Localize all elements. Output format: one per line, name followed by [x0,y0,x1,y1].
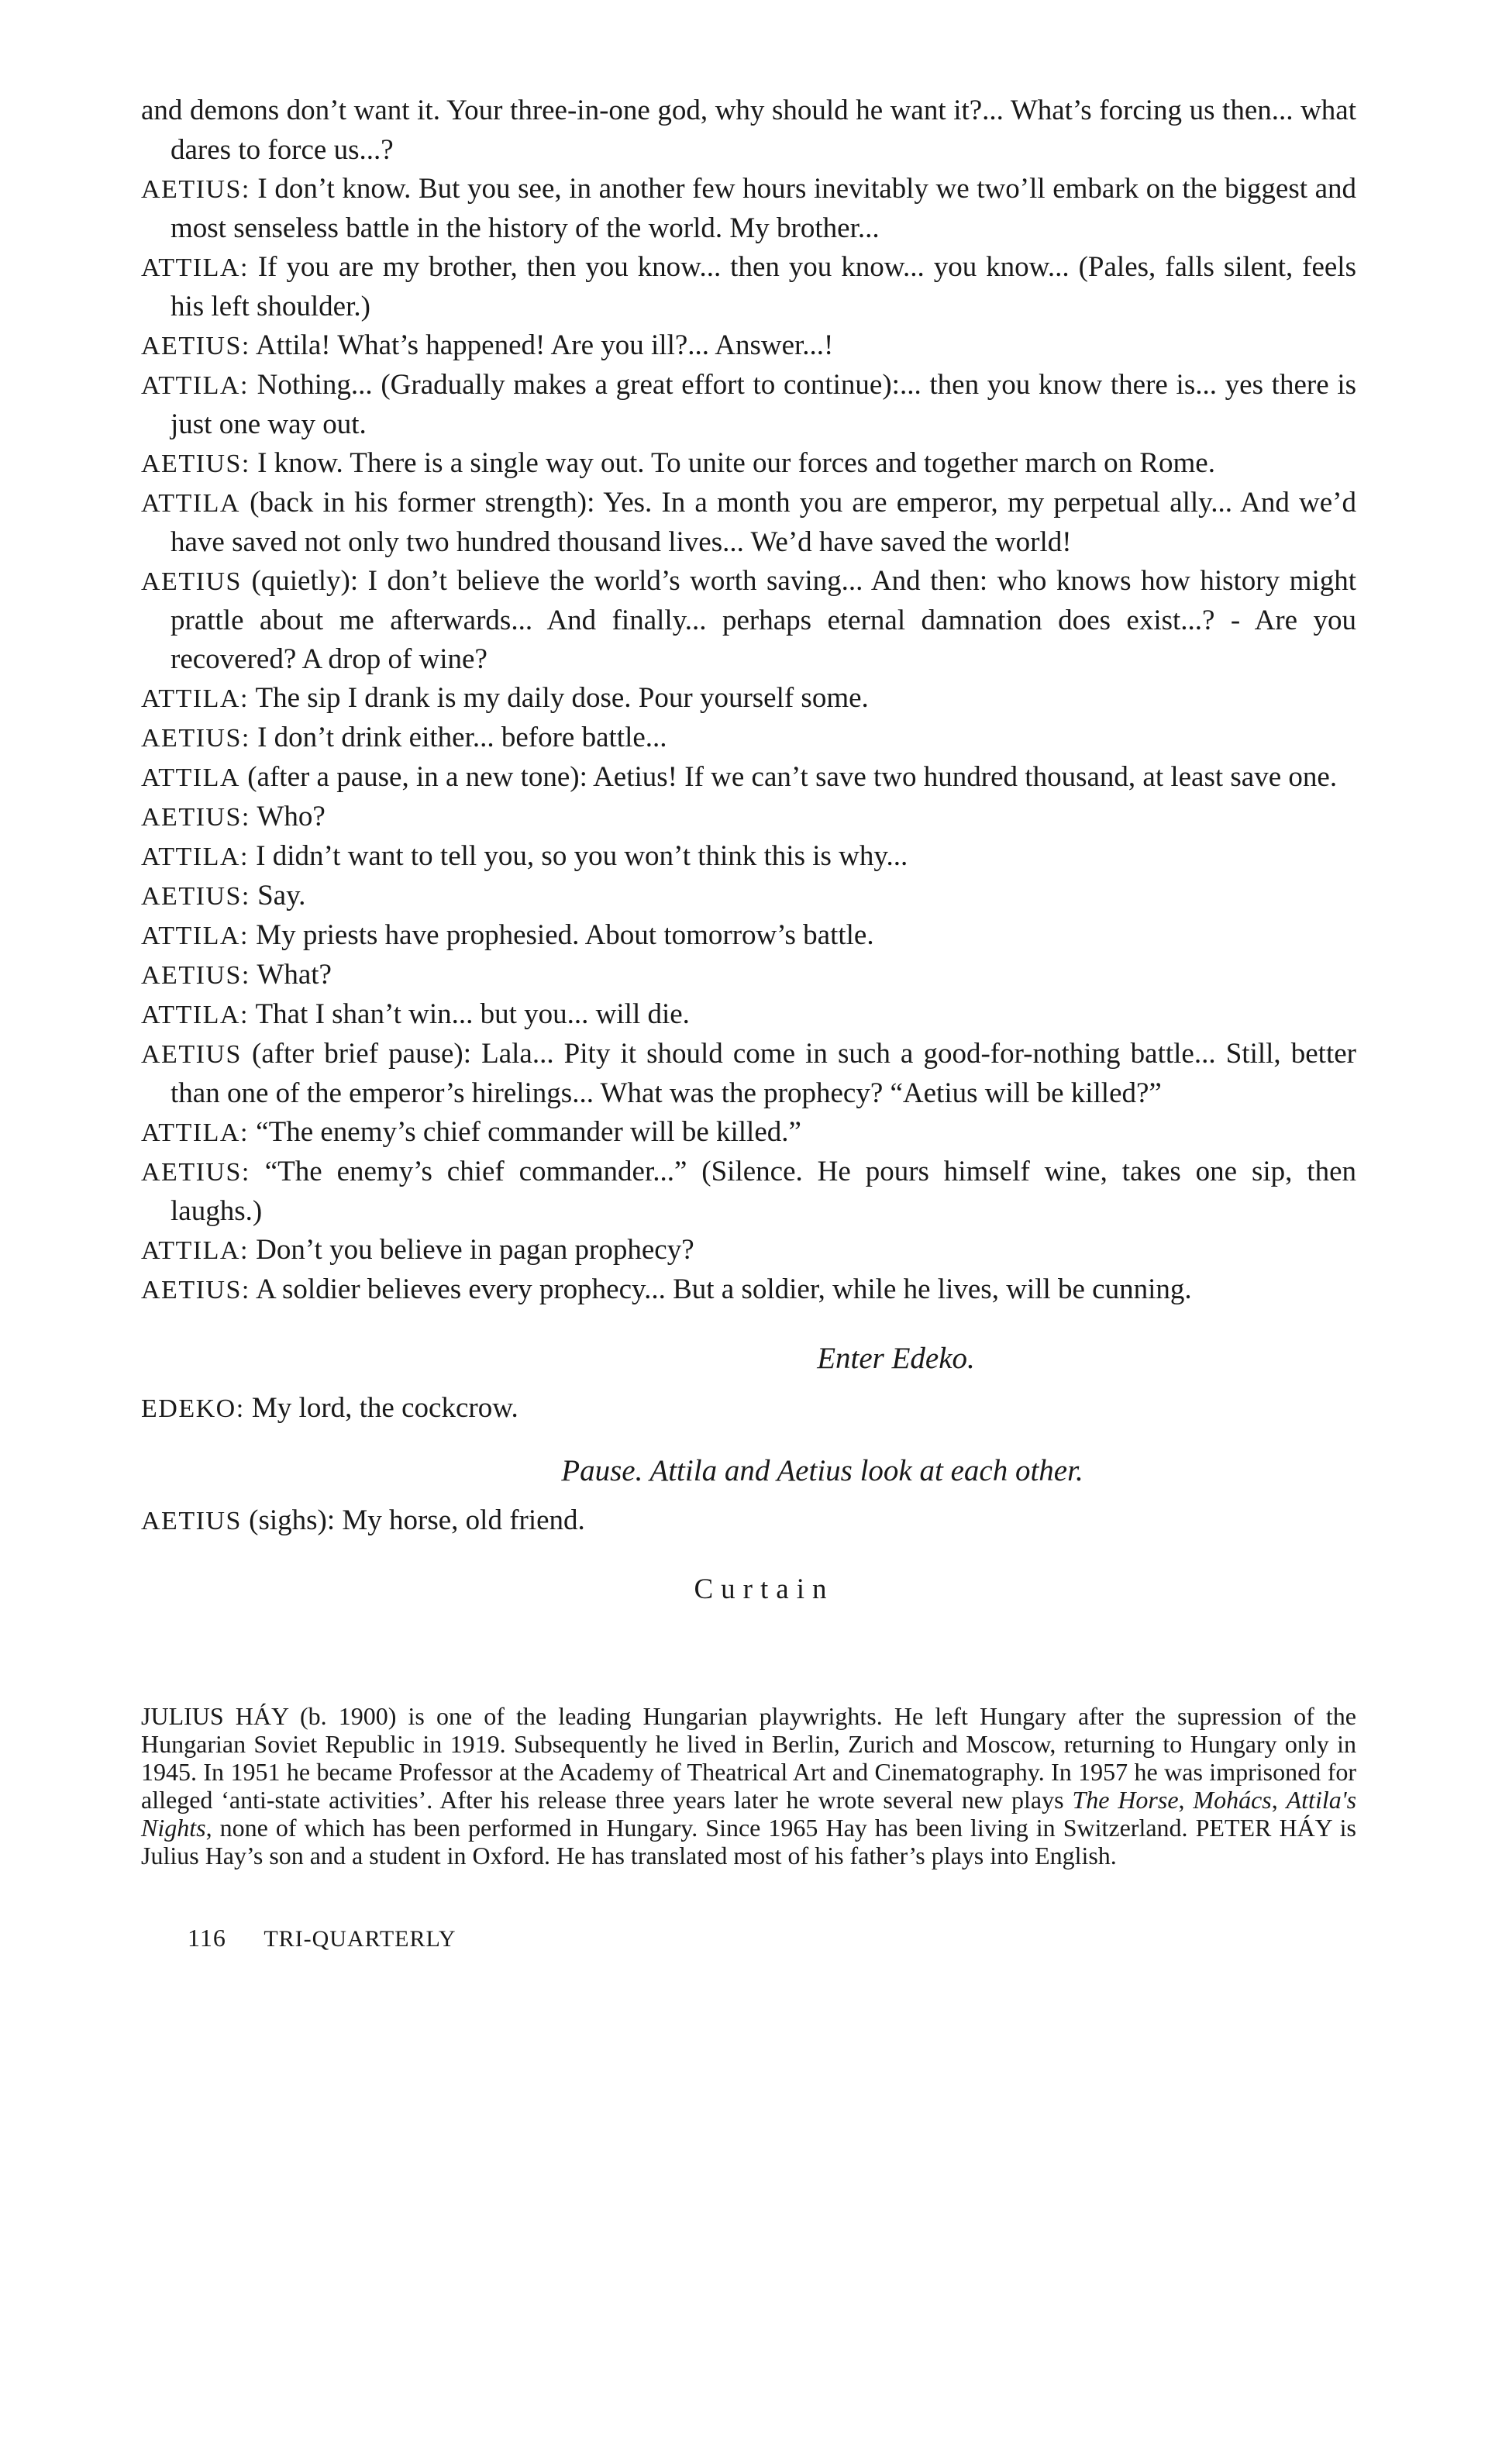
speaker: ATTILA: [141,1118,249,1147]
line-text: “The enemy’s chief commander will be killed.” [256,1116,801,1148]
page-number: 116 [188,1924,226,1952]
bio-text: , none of which has been performed in Hungary. Since 1965 Hay has been living in Switzerland. PETER HÁY is Julius Hay’s son and a student in Oxford. He has translated most of his father’s plays into English. [141,1814,1356,1870]
speaker: ATTILA: [141,684,249,713]
speaker: ATTILA [141,489,240,518]
line-text: If you are my brother, then you know... then you know... you know... (Pales, falls silent, feels his left shoulder.) [171,251,1356,322]
dialogue-line [141,170,1356,248]
line-text: (after a pause, in a new tone): Aetius! If we can’t save two hundred thousand, at least save one. [247,761,1338,793]
dialogue-line [141,248,1356,326]
line-text: and demons don’t want it. Your three-in-one god, why should he want it?... What’s forcing us then... what dares to force us...? [141,95,1356,166]
line-text: Say. [257,880,306,912]
author-bio [141,1702,1356,1870]
page [141,91,1356,1952]
dialogue-line [141,877,1356,916]
speaker: ATTILA: [141,1001,249,1029]
dialogue [141,91,1356,1609]
speaker: AETIUS: [141,1276,250,1304]
line-text: The sip I drank is my daily dose. Pour yourself some. [255,682,869,714]
speaker: ATTILA: [141,843,249,871]
dialogue-line [141,916,1356,956]
line-text: What? [257,959,332,991]
speaker: AETIUS [141,1507,242,1535]
stage-direction-enter: Enter Edeko. [817,1342,975,1375]
dialogue-line [141,562,1356,679]
speaker: AETIUS: [141,332,250,360]
dialogue-line-aetius-last [141,1501,1356,1541]
line-text: (after brief pause): Lala... Pity it should come in such a good-for-nothing battle... Still, better than one of the emperor’s hirelings... What was the prophecy? “Aetius will be killed?” [171,1038,1356,1109]
line-text: I didn’t want to tell you, so you won’t think this is why... [256,840,908,872]
bio-separator: , [1178,1786,1194,1814]
line-text: Don’t you believe in pagan prophecy? [256,1234,694,1266]
dialogue-line [141,1113,1356,1153]
journal-name: TRI-QUARTERLY [264,1926,456,1952]
line-text: My lord, the cockcrow. [251,1392,518,1424]
speaker: EDEKO: [141,1394,245,1423]
speaker: AETIUS [141,1040,242,1069]
speaker: AETIUS: [141,450,250,478]
speaker: AETIUS: [141,724,250,753]
dialogue-line [141,1231,1356,1270]
line-text: A soldier believes every prophecy... But a soldier, while he lives, will be cunning. [256,1273,1192,1305]
dialogue-line [141,366,1356,444]
speaker: ATTILA: [141,922,249,950]
line-text: That I shan’t win... but you... will die. [255,998,690,1030]
speaker: ATTILA: [141,371,249,400]
speaker: ATTILA [141,763,240,792]
play-title: The Horse [1072,1786,1179,1814]
line-text: My priests have prophesied. About tomorrow’s battle. [256,919,874,951]
line-text: I know. There is a single way out. To unite our forces and together march on Rome. [257,447,1215,479]
line-text: (quietly): I don’t believe the world’s worth saving... And then: who knows how history might prattle about me afterwards... And finally... perhaps eternal damnation does exist...? - Are you recovered? A drop of wine? [171,565,1356,675]
line-text: I don’t know. But you see, in another few hours inevitably we two’ll embark on the biggest and most senseless battle in the history of the world. My brother... [171,173,1357,244]
dialogue-line [141,91,1356,170]
dialogue-line [141,444,1356,484]
dialogue-line [141,798,1356,837]
line-text: Who? [257,801,326,832]
line-text: Nothing... (Gradually makes a great effort to continue):... then you know there is... yes there is just one way out. [171,369,1357,440]
dialogue-line [141,758,1356,798]
speaker: AETIUS: [141,882,250,911]
dialogue-line-edeko [141,1389,1356,1428]
line-text: (sighs): My horse, old friend. [249,1504,585,1536]
speaker: ATTILA: [141,1236,249,1265]
speaker: AETIUS: [141,803,250,832]
dialogue-line [141,679,1356,719]
speaker: AETIUS: [141,961,250,990]
dialogue-line [141,1035,1356,1113]
dialogue-line [141,995,1356,1035]
dialogue-line [141,1270,1356,1310]
line-text: Attila! What’s happened! Are you ill?... Answer...! [256,329,834,361]
speaker: AETIUS: [141,175,250,204]
dialogue-line [141,837,1356,877]
dialogue-line [141,326,1356,366]
dialogue-line [141,719,1356,758]
stage-direction-pause: Pause. Attila and Aetius look at each other. [561,1454,1083,1487]
play-title: Attila's Nights [141,1786,1357,1842]
line-text: I don’t drink either... before battle... [257,722,667,753]
speaker: AETIUS [141,567,242,596]
speaker: AETIUS: [141,1158,250,1187]
bio-separator: , [1271,1786,1287,1814]
line-text: “The enemy’s chief commander...” (Silence. He pours himself wine, takes one sip, then laughs.) [171,1156,1357,1227]
dialogue-line [141,1153,1356,1231]
speaker: ATTILA: [141,253,249,282]
line-text: (back in his former strength): Yes. In a month you are emperor, my perpetual ally... And we’d have saved not only two hundred thousand lives... We’d have saved the world! [171,487,1357,558]
play-title: Mohács [1193,1786,1272,1814]
page-footer [188,1924,1356,1952]
bio-text: JULIUS HÁY (b. 1900) is one of the leading Hungarian playwrights. He left Hungary after the supression of the Hungarian Soviet Republic in 1919. Subsequently he lived in Berlin, Zurich and Moscow, returning to Hungary only in 1945. In 1951 he became Professor at the Academy of Theatrical Art and Cinematography. In 1957 he was imprisoned for alleged ‘anti-state activities’. After his release three years later he wrote several new plays [141,1702,1356,1814]
curtain-heading: Curtain [694,1573,835,1605]
dialogue-line [141,484,1356,562]
dialogue-line [141,956,1356,995]
